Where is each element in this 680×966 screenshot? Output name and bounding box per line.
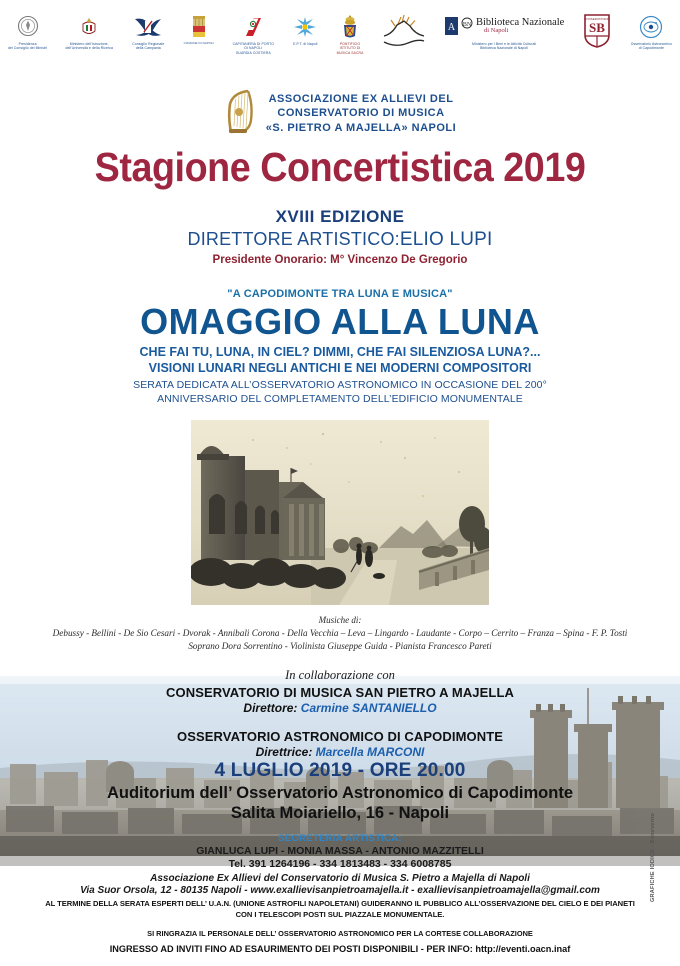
- sponsor-ept-napoli: [292, 14, 318, 46]
- ministero-istruzione-icon: [79, 14, 99, 40]
- association-name: [266, 92, 456, 136]
- collaboration-role-osservatorio: [0, 745, 680, 759]
- sponsor-conservatorio-san-pietro-a-majella: [582, 14, 612, 50]
- sponsor-pontificio-istituto-musica-sacra: [337, 14, 364, 55]
- artistic-director-name: ELIO LUPI: [399, 229, 493, 250]
- event-address: Salita Moiariello, 16 - Napoli: [230, 804, 450, 822]
- sponsor-comune-di-napoli: [184, 14, 215, 46]
- association-line-1: ASSOCIAZIONE EX ALLIEVI DEL: [268, 92, 454, 105]
- footnote-line-1: AL TERMINE DELLA SERATA ESPERTI DELL’ U.A.N. (UNIONE ASTROFILI NAPOLETANI) GUIDERANNO IL PUBBLICO ALL’OSSERVAZIONE DEL CIELO E DEI PIANETI: [45, 899, 635, 908]
- sponsor-caption: COMUNE DI NAPOLI: [183, 41, 215, 45]
- sponsor-logo-strip: [8, 14, 672, 76]
- sponsor-consiglio-regionale-campania: [131, 14, 165, 51]
- secretariat-header: SEGRETERIA ARTISTICA:: [278, 833, 402, 844]
- sponsor-vesuvio: [382, 14, 426, 50]
- artistic-director: [0, 229, 680, 251]
- sponsor-caption: Ministero dell'Istruzione, dell'Università e della Ricerca: [65, 42, 113, 51]
- sponsor-caption: Presidenza del Consiglio dei Ministri: [8, 42, 48, 51]
- honorary-president: Presidente Onorario: M° Vincenzo De Gregorio: [212, 254, 468, 266]
- music-label: Musiche di:: [318, 615, 362, 625]
- role-label-direttrice: Direttrice:: [255, 745, 313, 759]
- sponsor-caption: Consiglio Regionale della Campania: [132, 42, 165, 51]
- event-title: OMAGGIO ALLA LUNA: [140, 301, 540, 342]
- sponsor-biblioteca-nazionale-napoli: [444, 14, 564, 51]
- footnotes-section: [0, 898, 680, 954]
- event-dedication: [0, 378, 680, 406]
- collaboration-org-osservatorio: OSSERVATORIO ASTRONOMICO DI CAPODIMONTE: [176, 729, 504, 744]
- collaboration-spacer: [0, 715, 680, 727]
- artistic-director-label: DIRETTORE ARTISTICO:: [187, 229, 400, 249]
- association-line-2: CONSERVATORIO DI MUSICA: [277, 107, 445, 120]
- secretariat-phones: Tel. 391 1264196 - 334 1813483 - 334 6008785: [228, 858, 452, 870]
- ept-napoli-icon: [292, 14, 318, 40]
- svg-text:A: A: [447, 22, 456, 33]
- capitaneria-porto-icon: [240, 14, 266, 40]
- sponsor-caption: CAPITANERIA DI PORTO DI NAPOLI GUARDIA COSTIERA: [232, 42, 274, 55]
- svg-text:SB: SB: [589, 20, 606, 35]
- schedule-section: [0, 760, 680, 823]
- association-line-3: «S. PIETRO A MAJELLA» NAPOLI: [265, 121, 457, 134]
- sponsor-osservatorio-astronomico-capodimonte: [631, 14, 672, 51]
- event-subtitle-line-2: VISIONI LUNARI NEGLI ANTICHI E NEI MODERNI COMPOSITORI: [148, 361, 532, 376]
- pontificio-istituto-icon: [339, 14, 361, 40]
- sponsor-caption: E.P.T. di Napoli: [293, 42, 318, 46]
- printer-credit: GRAFICHE IODICE - Benevento: [650, 812, 656, 902]
- secretariat-association: Associazione Ex Allievi del Conservatorio di Musica S. Pietro a Majella di Napoli: [150, 873, 530, 884]
- performers-list: Soprano Dora Sorrentino - Violinista Giuseppe Guida - Pianista Francesco Pareti: [188, 641, 492, 652]
- sponsor-presidenza-consiglio-ministri: [8, 14, 47, 51]
- presidenza-consiglio-ministri-icon: [17, 14, 39, 40]
- comune-di-napoli-icon: [190, 14, 208, 40]
- collaboration-intro: In collaborazione con: [285, 668, 395, 682]
- footnote-line-3: SI RINGRAZIA IL PERSONALE DELL’ OSSERVATORIO ASTRONOMICO PER LA CORTESE COLLABORAZIONE: [147, 929, 533, 938]
- edition-label: XVIII EDIZIONE: [275, 207, 405, 226]
- role-name-santaniello: Carmine SANTANIELLO: [300, 701, 437, 715]
- svg-text:BN: BN: [462, 22, 472, 28]
- role-label-direttore: Direttore:: [243, 701, 298, 715]
- event-kicker: "A CAPODIMONTE TRA LUNA E MUSICA": [227, 288, 453, 300]
- sponsor-ministero-istruzione: [66, 14, 113, 51]
- osservatorio-astronomico-icon: [639, 14, 663, 40]
- vesuvio-icon: [382, 14, 426, 48]
- svg-text:Biblioteca Nazionale: Biblioteca Nazionale: [476, 17, 565, 28]
- sponsor-caption: PONTIFICIO ISTITUTO DI MUSICA SACRA: [336, 42, 364, 55]
- sponsor-caption: Osservatorio Astronomico di Capodimonte: [630, 42, 672, 51]
- event-subtitle: [0, 344, 680, 377]
- collaboration-role-conservatorio: [0, 701, 680, 715]
- role-name-marconi: Marcella MARCONI: [315, 745, 425, 759]
- secretariat-names: GIANLUCA LUPI - MONIA MASSA - ANTONIO MAZZITELLI: [196, 845, 484, 857]
- biblioteca-nazionale-icon: [444, 14, 564, 40]
- event-date-time: 4 LUGLIO 2019 - ORE 20.00: [214, 760, 466, 781]
- secretariat-section: [0, 833, 680, 896]
- sponsor-caption: Ministero per i Beni e le Attività Culturali Biblioteca Nazionale di Napoli: [472, 42, 537, 51]
- event-venue: Auditorium dell’ Osservatorio Astronomico di Capodimonte: [106, 784, 574, 802]
- consiglio-regionale-campania-icon: [131, 14, 165, 40]
- conservatorio-crest-icon: [582, 14, 612, 48]
- season-title: Stagione Concertistica 2019: [94, 144, 586, 190]
- secretariat-address: Via Suor Orsola, 12 - 80135 Napoli - www.exallievisanpietroamajella.it - exallievisanpietroamajella@gmail.com: [80, 885, 600, 896]
- association-header: [0, 88, 680, 139]
- collaboration-section: [0, 668, 680, 759]
- footnote-line-4: INGRESSO AD INVITI FINO AD ESAURIMENTO DEI POSTI DISPONIBILI - PER INFO: http://eventi.oacn.inaf: [109, 944, 571, 954]
- sponsor-capitaneria-porto-napoli: [233, 14, 274, 55]
- svg-text:di Napoli: di Napoli: [484, 27, 509, 34]
- svg-text:CONSERVATORIO: CONSERVATORIO: [584, 17, 611, 21]
- music-credits: [0, 614, 680, 654]
- event-dedication-line-1: SERATA DEDICATA ALL’OSSERVATORIO ASTRONOMICO IN OCCASIONE DEL 200°: [133, 379, 547, 391]
- observatory-engraving: [191, 420, 489, 605]
- harp-icon: [224, 88, 258, 139]
- collaboration-org-conservatorio: CONSERVATORIO DI MUSICA SAN PIETRO A MAJELLA: [166, 685, 514, 700]
- event-subtitle-line-1: CHE FAI TU, LUNA, IN CIEL? DIMMI, CHE FAI SILENZIOSA LUNA?...: [139, 345, 541, 359]
- event-dedication-line-2: ANNIVERSARIO DEL COMPLETAMENTO DELL’EDIFICIO MONUMENTALE: [157, 393, 523, 406]
- footnote-line-2: CON I TELESCOPI POSTI SUL PIAZZALE MONUMENTALE.: [235, 910, 445, 919]
- composers-list: Debussy - Bellini - De Sio Cesari - Dvorak - Annibali Corona - Della Vecchia – Leva – Lingardo - Laudante - Corpo – Cerrito – Franza – Spina - F. P. Tosti: [52, 628, 628, 639]
